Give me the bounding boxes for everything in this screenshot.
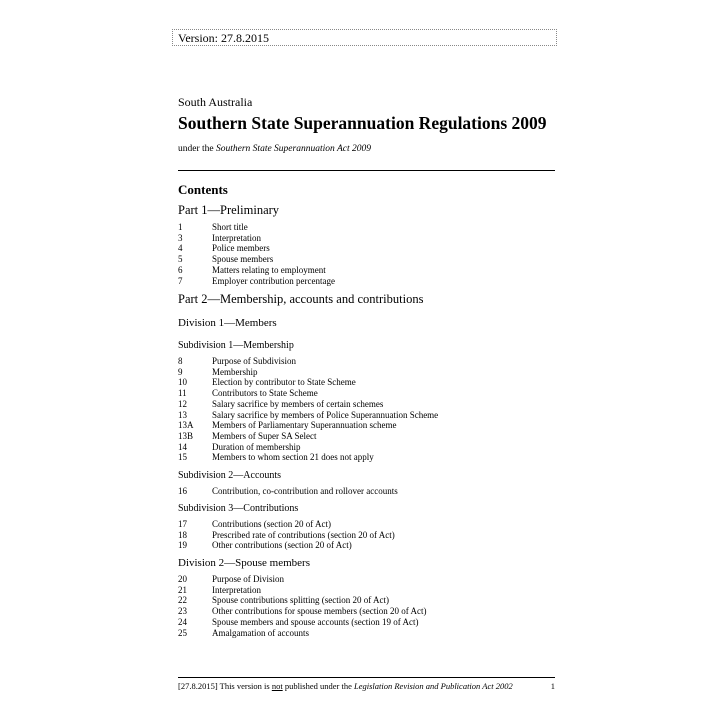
toc-item-number: 18 xyxy=(178,529,187,540)
toc-item-title: Contributors to State Scheme xyxy=(212,388,318,399)
toc-item-title: Spouse members and spouse accounts (section 19 of Act) xyxy=(212,616,419,627)
toc-item-number: 3 xyxy=(178,232,183,243)
toc-item-number: 5 xyxy=(178,254,183,265)
toc-item-title: Matters relating to employment xyxy=(212,264,326,275)
toc-item-number: 13B xyxy=(178,430,194,441)
toc-item-title: Contribution, co-contribution and rollover accounts xyxy=(212,486,398,496)
toc-item[interactable] xyxy=(178,606,426,617)
toc-item[interactable] xyxy=(178,243,335,254)
toc-item-title: Members to whom section 21 does not apply xyxy=(212,452,374,463)
toc-division-heading[interactable]: Division 2—Spouse members xyxy=(178,557,310,569)
subdivision3-section xyxy=(178,503,298,515)
part2-section xyxy=(178,292,423,306)
toc-item-title: Employer contribution percentage xyxy=(212,275,335,286)
toc-part-heading[interactable]: Part 1—Preliminary xyxy=(178,203,280,217)
toc-item-title: Police members xyxy=(212,243,270,254)
footer-middle: published under the xyxy=(282,681,354,691)
toc-item-number: 14 xyxy=(178,441,187,452)
footer-not: not xyxy=(271,681,283,691)
toc-item-title: Spouse members xyxy=(212,254,274,265)
toc-item[interactable] xyxy=(178,595,426,606)
toc-item-number: 7 xyxy=(178,275,183,286)
footer-notice xyxy=(178,681,513,691)
toc-item-title: Salary sacrifice by members of certain schemes xyxy=(212,398,384,409)
toc-item[interactable] xyxy=(178,519,395,530)
page-title: Southern State Superannuation Regulations 2009 xyxy=(178,113,547,133)
toc-item-title: Salary sacrifice by members of Police Superannuation Scheme xyxy=(212,409,439,420)
footer-prefix: [27.8.2015] This version is xyxy=(178,681,272,691)
toc-item-number: 11 xyxy=(178,388,187,399)
toc-item[interactable] xyxy=(178,452,438,463)
toc-subdivision-heading[interactable]: Subdivision 1—Membership xyxy=(178,340,294,351)
toc-item-number: 19 xyxy=(178,540,187,551)
toc-item[interactable] xyxy=(178,254,335,265)
toc-item-number: 12 xyxy=(178,398,187,409)
subdivision1-section xyxy=(178,340,294,352)
toc-item[interactable] xyxy=(178,420,438,431)
toc-item-number: 6 xyxy=(178,264,183,275)
version-label: Version: 27.8.2015 xyxy=(178,31,269,45)
enabling-act-line xyxy=(178,144,371,154)
toc-item[interactable] xyxy=(178,222,335,233)
jurisdiction: South Australia xyxy=(178,95,253,109)
under-prefix: under the xyxy=(178,144,216,154)
toc-subdivision-heading[interactable]: Subdivision 3—Contributions xyxy=(178,503,299,514)
toc-item-number: 16 xyxy=(178,486,187,496)
toc-item-title: Interpretation xyxy=(212,232,261,243)
version-box xyxy=(172,29,557,46)
toc-part-heading[interactable]: Part 2—Membership, accounts and contributions xyxy=(178,292,424,306)
toc-item[interactable] xyxy=(178,367,438,378)
toc-item-number: 17 xyxy=(178,519,187,529)
toc-item-title: Duration of membership xyxy=(212,441,301,452)
toc-item[interactable] xyxy=(178,233,335,244)
part1-items xyxy=(178,222,335,286)
toc-item-number: 8 xyxy=(178,356,183,366)
toc-item-number: 22 xyxy=(178,595,187,606)
toc-item[interactable] xyxy=(178,399,438,410)
toc-item[interactable] xyxy=(178,377,438,388)
toc-item-title: Membership xyxy=(212,366,258,377)
footer-act-name: Legislation Revision and Publication Act 2002 xyxy=(353,681,513,691)
toc-item-number: 4 xyxy=(178,243,183,254)
toc-item-number: 25 xyxy=(178,627,187,638)
toc-item-title: Spouse contributions splitting (section 20 of Act) xyxy=(212,595,389,606)
toc-item-number: 24 xyxy=(178,616,187,627)
toc-item-title: Short title xyxy=(212,222,248,232)
toc-item[interactable] xyxy=(178,628,426,639)
toc-item[interactable] xyxy=(178,410,438,421)
contents-heading: Contents xyxy=(178,182,228,197)
toc-item-title: Members of Super SA Select xyxy=(212,430,317,441)
toc-item[interactable] xyxy=(178,574,426,585)
footer-rule xyxy=(178,677,555,678)
toc-item-number: 9 xyxy=(178,366,183,377)
toc-item[interactable] xyxy=(178,530,395,541)
toc-item-title: Election by contributor to State Scheme xyxy=(212,377,356,388)
toc-item-title: Purpose of Subdivision xyxy=(212,356,297,366)
toc-item[interactable] xyxy=(178,442,438,453)
page-number: 1 xyxy=(550,681,555,691)
toc-item-title: Purpose of Division xyxy=(212,574,284,584)
header-rule xyxy=(178,170,555,171)
toc-item[interactable] xyxy=(178,276,335,287)
subdivision1-items xyxy=(178,356,438,463)
toc-item-number: 1 xyxy=(178,222,183,232)
division1-section xyxy=(178,317,277,330)
toc-item-title: Other contributions (section 20 of Act) xyxy=(212,540,352,551)
toc-division-heading[interactable]: Division 1—Members xyxy=(178,317,277,329)
enabling-act-name: Southern State Superannuation Act 2009 xyxy=(216,144,371,154)
toc-item[interactable] xyxy=(178,486,398,497)
toc-item[interactable] xyxy=(178,540,395,551)
toc-subdivision-heading[interactable]: Subdivision 2—Accounts xyxy=(178,470,282,481)
toc-item[interactable] xyxy=(178,388,438,399)
toc-item[interactable] xyxy=(178,431,438,442)
toc-item-title: Other contributions for spouse members (section 20 of Act) xyxy=(212,606,427,617)
toc-item-title: Members of Parliamentary Superannuation scheme xyxy=(212,420,397,431)
toc-item-title: Amalgamation of accounts xyxy=(212,627,309,638)
toc-item[interactable] xyxy=(178,585,426,596)
toc-item[interactable] xyxy=(178,356,438,367)
toc-item-number: 21 xyxy=(178,584,187,595)
toc-item-title: Prescribed rate of contributions (section 20 of Act) xyxy=(212,529,395,540)
subdivision2-items xyxy=(178,486,398,497)
toc-item-number: 23 xyxy=(178,606,187,617)
toc-item-title: Interpretation xyxy=(212,584,261,595)
toc-item-number: 10 xyxy=(178,377,187,388)
toc-item-number: 15 xyxy=(178,452,187,463)
toc-item-number: 13A xyxy=(178,420,194,431)
toc-item-title: Contributions (section 20 of Act) xyxy=(212,519,331,529)
toc-item-number: 13 xyxy=(178,409,187,420)
subdivision3-items xyxy=(178,519,395,551)
division2-items xyxy=(178,574,426,638)
toc-item[interactable] xyxy=(178,265,335,276)
page-footer xyxy=(178,681,555,691)
toc-item[interactable] xyxy=(178,617,426,628)
toc-item-number: 20 xyxy=(178,574,187,584)
part1-section xyxy=(178,203,279,217)
division2-section xyxy=(178,557,310,570)
subdivision2-section xyxy=(178,470,281,482)
